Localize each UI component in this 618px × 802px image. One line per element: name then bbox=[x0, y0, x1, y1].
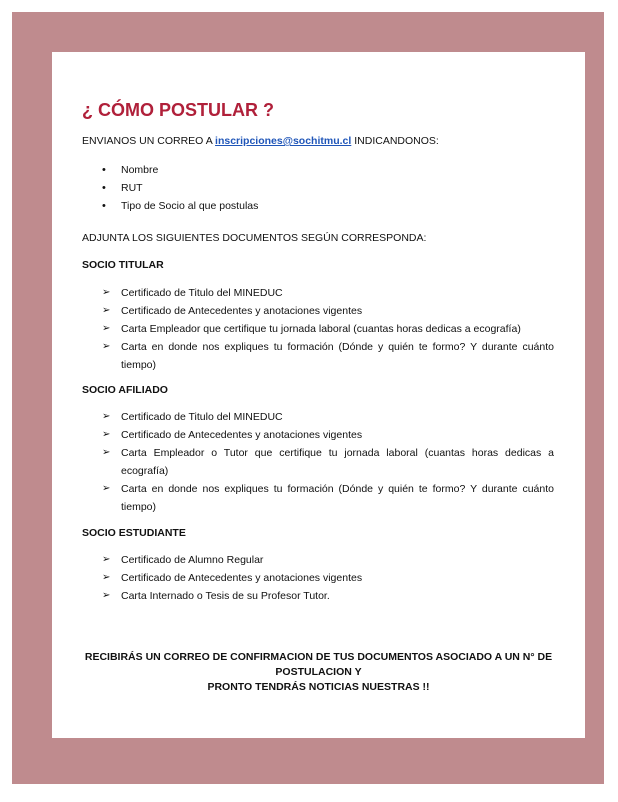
arrowhead-bullet-icon: ➢ bbox=[102, 305, 111, 316]
arrowhead-bullet-icon: ➢ bbox=[102, 572, 111, 583]
arrowhead-bullet-icon: ➢ bbox=[102, 287, 111, 298]
arrowhead-bullet-icon: ➢ bbox=[102, 411, 111, 422]
afiliado-documents-list bbox=[102, 408, 554, 516]
section-heading-estudiante: SOCIO ESTUDIANTE bbox=[82, 527, 186, 539]
required-info-list bbox=[102, 161, 572, 215]
list-item: ➢ Certificado de Titulo del MINEDUC bbox=[102, 284, 554, 302]
estudiante-documents-list bbox=[102, 551, 554, 605]
arrowhead-bullet-icon: ➢ bbox=[102, 590, 111, 601]
list-item: ➢ Carta Internado o Tesis de su Profesor Tutor. bbox=[102, 587, 554, 605]
list-item: ➢ Certificado de Titulo del MINEDUC bbox=[102, 408, 554, 426]
section-heading-afiliado: SOCIO AFILIADO bbox=[82, 384, 168, 396]
list-item: • RUT bbox=[102, 179, 572, 197]
arrowhead-bullet-icon: ➢ bbox=[102, 447, 111, 458]
document-page bbox=[52, 52, 585, 738]
arrowhead-bullet-icon: ➢ bbox=[102, 341, 111, 352]
decorative-frame bbox=[12, 12, 604, 784]
intro-prefix: ENVIANOS UN CORREO A bbox=[82, 135, 216, 147]
list-item: ➢ Certificado de Alumno Regular bbox=[102, 551, 554, 569]
titular-documents-list bbox=[102, 284, 554, 374]
intro-suffix: INDICANDONOS: bbox=[351, 135, 439, 147]
list-item: ➢ Certificado de Antecedentes y anotaciones vigentes bbox=[102, 426, 554, 444]
list-item: • Tipo de Socio al que postulas bbox=[102, 197, 572, 215]
list-item: ➢ Carta en donde nos expliques tu formación (Dónde y quién te formo? Y durante cuánto tiempo) bbox=[102, 480, 554, 516]
list-item: ➢ Carta Empleador o Tutor que certifique tu jornada laboral (cuantas horas dedicas a ecografía) bbox=[102, 444, 554, 480]
arrowhead-bullet-icon: ➢ bbox=[102, 323, 111, 334]
list-item: • Nombre bbox=[102, 161, 572, 179]
section-heading-titular: SOCIO TITULAR bbox=[82, 259, 164, 271]
page-title: ¿ CÓMO POSTULAR ? bbox=[82, 100, 274, 120]
arrowhead-bullet-icon: ➢ bbox=[102, 483, 111, 494]
arrowhead-bullet-icon: ➢ bbox=[102, 554, 111, 565]
email-link[interactable]: inscripciones@sochitmu.cl bbox=[215, 135, 352, 147]
footer-note bbox=[82, 650, 555, 695]
footer-line-2: PRONTO TENDRÁS NOTICIAS NUESTRAS !! bbox=[207, 681, 430, 693]
list-item: ➢ Carta en donde nos expliques tu formación (Dónde y quién te formo? Y durante cuánto tiempo) bbox=[102, 338, 554, 374]
list-item: ➢ Certificado de Antecedentes y anotaciones vigentes bbox=[102, 569, 554, 587]
footer-line-1: RECIBIRÁS UN CORREO DE CONFIRMACION DE TUS DOCUMENTOS ASOCIADO A UN N° DE POSTULACION Y bbox=[84, 651, 553, 678]
list-item: ➢ Certificado de Antecedentes y anotaciones vigentes bbox=[102, 302, 554, 320]
list-item: ➢ Carta Empleador que certifique tu jornada laboral (cuantas horas dedicas a ecografía) bbox=[102, 320, 554, 338]
intro-line bbox=[82, 135, 439, 147]
documents-intro: ADJUNTA LOS SIGUIENTES DOCUMENTOS SEGÚN CORRESPONDA: bbox=[82, 232, 427, 244]
arrowhead-bullet-icon: ➢ bbox=[102, 429, 111, 440]
